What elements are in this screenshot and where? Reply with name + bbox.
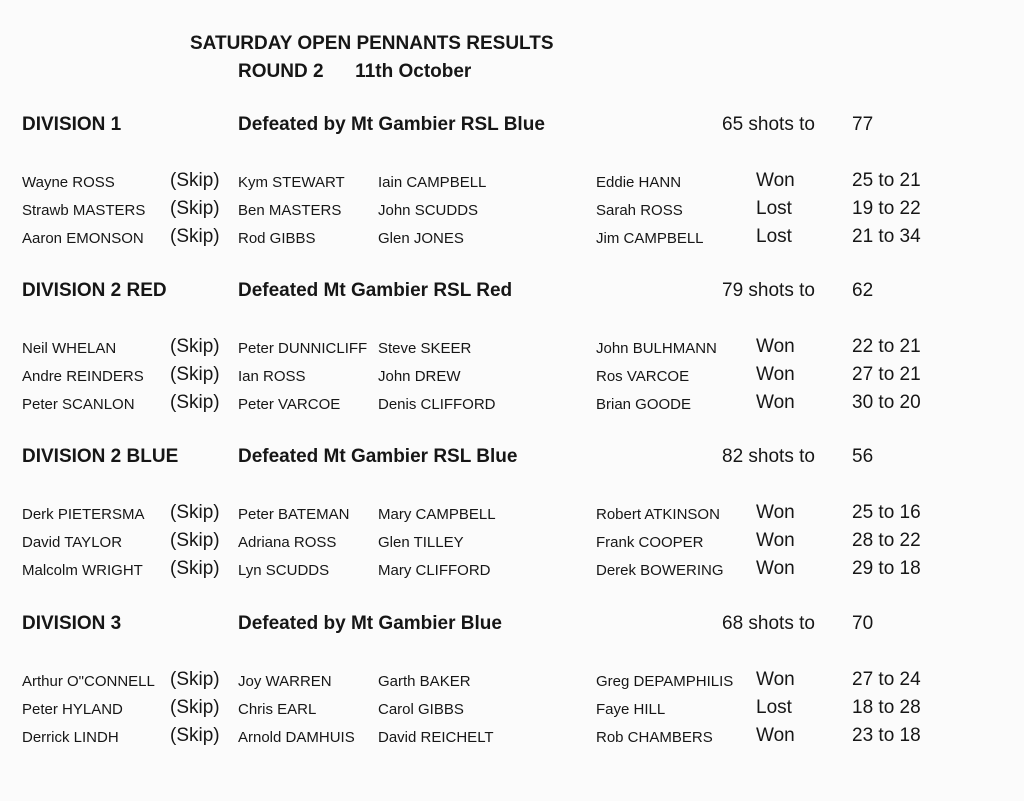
- rink-result: Won: [756, 669, 795, 690]
- skip-label: (Skip): [170, 725, 220, 746]
- round-date: ROUND 2 11th October: [238, 61, 472, 82]
- skip-label: (Skip): [170, 502, 220, 523]
- division-result: Defeated Mt Gambier RSL Red: [238, 280, 513, 301]
- skip-label: (Skip): [170, 170, 220, 191]
- rink-result: Won: [756, 725, 795, 746]
- rink-result: Won: [756, 364, 795, 385]
- rink-score: 25 to 16: [852, 502, 921, 523]
- rink-result: Won: [756, 170, 795, 191]
- rink-result: Won: [756, 392, 795, 413]
- division-name: DIVISION 1: [22, 114, 122, 135]
- rink-result: Lost: [756, 697, 792, 718]
- second-player: Lyn SCUDDS: [238, 562, 330, 579]
- skip-label: (Skip): [170, 392, 220, 413]
- lead-player: Andre REINDERS: [22, 368, 144, 385]
- rink-result: Won: [756, 558, 795, 579]
- division-opponent-shots: 56: [852, 446, 874, 467]
- division-result: Defeated by Mt Gambier Blue: [238, 613, 502, 634]
- rink-score: 19 to 22: [852, 198, 921, 219]
- fourth-player: Frank COOPER: [596, 534, 704, 551]
- lead-player: David TAYLOR: [22, 534, 123, 551]
- page-title: SATURDAY OPEN PENNANTS RESULTS: [190, 33, 554, 54]
- second-player: Adriana ROSS: [238, 534, 337, 551]
- fourth-player: Greg DEPAMPHILIS: [596, 673, 734, 690]
- table-row: [0, 725, 1024, 751]
- fourth-player: Sarah ROSS: [596, 202, 683, 219]
- division-shots: 65 shots to: [722, 114, 815, 135]
- skip-label: (Skip): [170, 530, 220, 551]
- fourth-player: Jim CAMPBELL: [596, 230, 704, 247]
- table-row: [0, 530, 1024, 556]
- lead-player: Strawb MASTERS: [22, 202, 146, 219]
- division-name: DIVISION 3: [22, 613, 122, 634]
- table-row: [0, 697, 1024, 723]
- table-row: [0, 392, 1024, 418]
- skip-label: (Skip): [170, 558, 220, 579]
- second-player: Ian ROSS: [238, 368, 306, 385]
- table-row: [0, 364, 1024, 390]
- division-shots: 79 shots to: [722, 280, 815, 301]
- rink-score: 29 to 18: [852, 558, 921, 579]
- skip-label: (Skip): [170, 226, 220, 247]
- division-name: DIVISION 2 BLUE: [22, 446, 179, 467]
- third-player: Steve SKEER: [378, 340, 472, 357]
- rink-score: 25 to 21: [852, 170, 921, 191]
- table-row: [0, 198, 1024, 224]
- second-player: Peter BATEMAN: [238, 506, 350, 523]
- rink-score: 18 to 28: [852, 697, 921, 718]
- third-player: Denis CLIFFORD: [378, 396, 496, 413]
- third-player: Garth BAKER: [378, 673, 471, 690]
- skip-label: (Skip): [170, 364, 220, 385]
- rink-score: 30 to 20: [852, 392, 921, 413]
- division-shots: 68 shots to: [722, 613, 815, 634]
- skip-label: (Skip): [170, 198, 220, 219]
- lead-player: Arthur O"CONNELL: [22, 673, 155, 690]
- second-player: Joy WARREN: [238, 673, 332, 690]
- second-player: Rod GIBBS: [238, 230, 316, 247]
- table-row: [0, 336, 1024, 362]
- third-player: Glen TILLEY: [378, 534, 464, 551]
- rink-result: Won: [756, 336, 795, 357]
- division-shots: 82 shots to: [722, 446, 815, 467]
- skip-label: (Skip): [170, 697, 220, 718]
- third-player: John SCUDDS: [378, 202, 479, 219]
- fourth-player: Rob CHAMBERS: [596, 729, 713, 746]
- lead-player: Peter SCANLON: [22, 396, 135, 413]
- division-name: DIVISION 2 RED: [22, 280, 167, 301]
- lead-player: Neil WHELAN: [22, 340, 117, 357]
- rink-score: 21 to 34: [852, 226, 921, 247]
- fourth-player: Ros VARCOE: [596, 368, 690, 385]
- rink-result: Lost: [756, 198, 792, 219]
- skip-label: (Skip): [170, 669, 220, 690]
- fourth-player: Faye HILL: [596, 701, 666, 718]
- table-row: [0, 669, 1024, 695]
- skip-label: (Skip): [170, 336, 220, 357]
- third-player: John DREW: [378, 368, 461, 385]
- fourth-player: Robert ATKINSON: [596, 506, 720, 523]
- fourth-player: Eddie HANN: [596, 174, 682, 191]
- second-player: Peter VARCOE: [238, 396, 341, 413]
- third-player: Mary CAMPBELL: [378, 506, 496, 523]
- lead-player: Aaron EMONSON: [22, 230, 144, 247]
- second-player: Ben MASTERS: [238, 202, 342, 219]
- rink-score: 23 to 18: [852, 725, 921, 746]
- division-result: Defeated by Mt Gambier RSL Blue: [238, 114, 545, 135]
- third-player: David REICHELT: [378, 729, 494, 746]
- second-player: Kym STEWART: [238, 174, 345, 191]
- rink-result: Won: [756, 530, 795, 551]
- rink-score: 27 to 21: [852, 364, 921, 385]
- rink-result: Won: [756, 502, 795, 523]
- lead-player: Derrick LINDH: [22, 729, 119, 746]
- fourth-player: Derek BOWERING: [596, 562, 724, 579]
- third-player: Iain CAMPBELL: [378, 174, 487, 191]
- rink-score: 28 to 22: [852, 530, 921, 551]
- third-player: Glen JONES: [378, 230, 464, 247]
- lead-player: Wayne ROSS: [22, 174, 115, 191]
- rink-result: Lost: [756, 226, 792, 247]
- table-row: [0, 170, 1024, 196]
- fourth-player: Brian GOODE: [596, 396, 692, 413]
- lead-player: Peter HYLAND: [22, 701, 123, 718]
- table-row: [0, 226, 1024, 252]
- second-player: Arnold DAMHUIS: [238, 729, 355, 746]
- table-row: [0, 558, 1024, 584]
- rink-score: 22 to 21: [852, 336, 921, 357]
- table-row: [0, 502, 1024, 528]
- division-opponent-shots: 62: [852, 280, 874, 301]
- division-result: Defeated Mt Gambier RSL Blue: [238, 446, 518, 467]
- third-player: Mary CLIFFORD: [378, 562, 491, 579]
- fourth-player: John BULHMANN: [596, 340, 717, 357]
- second-player: Chris EARL: [238, 701, 317, 718]
- third-player: Carol GIBBS: [378, 701, 464, 718]
- second-player: Peter DUNNICLIFF: [238, 340, 368, 357]
- lead-player: Derk PIETERSMA: [22, 506, 145, 523]
- rink-score: 27 to 24: [852, 669, 921, 690]
- division-opponent-shots: 77: [852, 114, 874, 135]
- lead-player: Malcolm WRIGHT: [22, 562, 143, 579]
- division-opponent-shots: 70: [852, 613, 874, 634]
